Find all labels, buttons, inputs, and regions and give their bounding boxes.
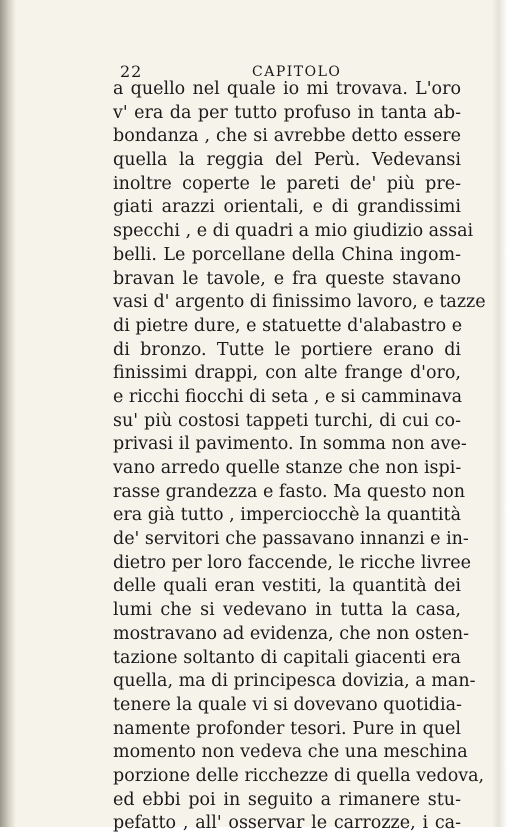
text-line: di pietre dure, e statuette d'alabastro e [113,315,463,336]
chapter-title: CAPITOLO [252,64,342,80]
text-line: specchi , e di quadri a mio giudizio assai [113,221,474,242]
page-left-edge [0,0,16,827]
text-line: giati arazzi orientali, e di grandissimi [113,197,461,218]
text-line: mostravano ad evidenza, che non osten- [113,623,469,644]
text-line: quella, ma di principesca dovizia, a man- [113,671,476,692]
text-line: v' era da per tutto profuso in tanta ab- [113,102,461,123]
text-line: su' più costosi tappeti turchi, di cui co- [113,410,461,431]
text-line: vasi d' argento di finissimo lavoro, e tazze [113,292,486,313]
text-line: delle quali eran vestiti, la quantità dei [113,576,461,597]
text-line: bondanza , che si avrebbe detto essere [113,126,461,147]
text-line: pefatto , all' osservar le carrozze, i ca- [113,813,461,834]
text-line: e ricchi fiocchi di seta , e si camminava [113,386,463,407]
text-line: quella la reggia del Perù. Vedevansi [113,150,461,171]
text-line: vano arredo quelle stanze che non ispi- [113,458,462,478]
text-line: belli. Le porcellane della China ingom- [113,244,461,265]
text-line: lumi che si vedevano in tutta la casa, [113,600,461,621]
text-line: ed ebbi poi in seguito a rimanere stu- [113,789,461,810]
text-line: de' servitori che passavano innanzi e in- [113,529,469,550]
text-line: a quello nel quale io mi trovava. L'oro [113,79,461,99]
text-line: era già tutto , imperciocchè la quantità [113,505,461,526]
text-line: tazione soltanto di capitali giacenti era [113,647,461,668]
text-line: finissimi drappi, con alte frange d'oro, [113,363,461,384]
text-line: di bronzo. Tutte le portiere erano di [113,339,461,360]
text-line: inoltre coperte le pareti de' più pre- [113,173,461,194]
text-line: tenere la quale vi si dovevano quotidia- [113,694,462,715]
page-number: 22 [120,62,143,81]
text-line: dietro per loro faccende, le ricche livree [113,552,471,573]
body-text [113,78,486,836]
text-line: namente profonder tesori. Pure in quel [113,718,461,739]
text-line: bravan le tavole, e fra queste stavano [113,268,461,289]
text-line: momento non vedeva che una meschina [113,742,468,763]
page-right-edge [492,0,514,827]
text-line: rasse grandezza e fasto. Ma questo non [113,481,466,502]
text-line: privasi il pavimento. In somma non ave- [113,434,467,455]
text-line: porzione delle ricchezze di quella vedova, [113,765,485,786]
